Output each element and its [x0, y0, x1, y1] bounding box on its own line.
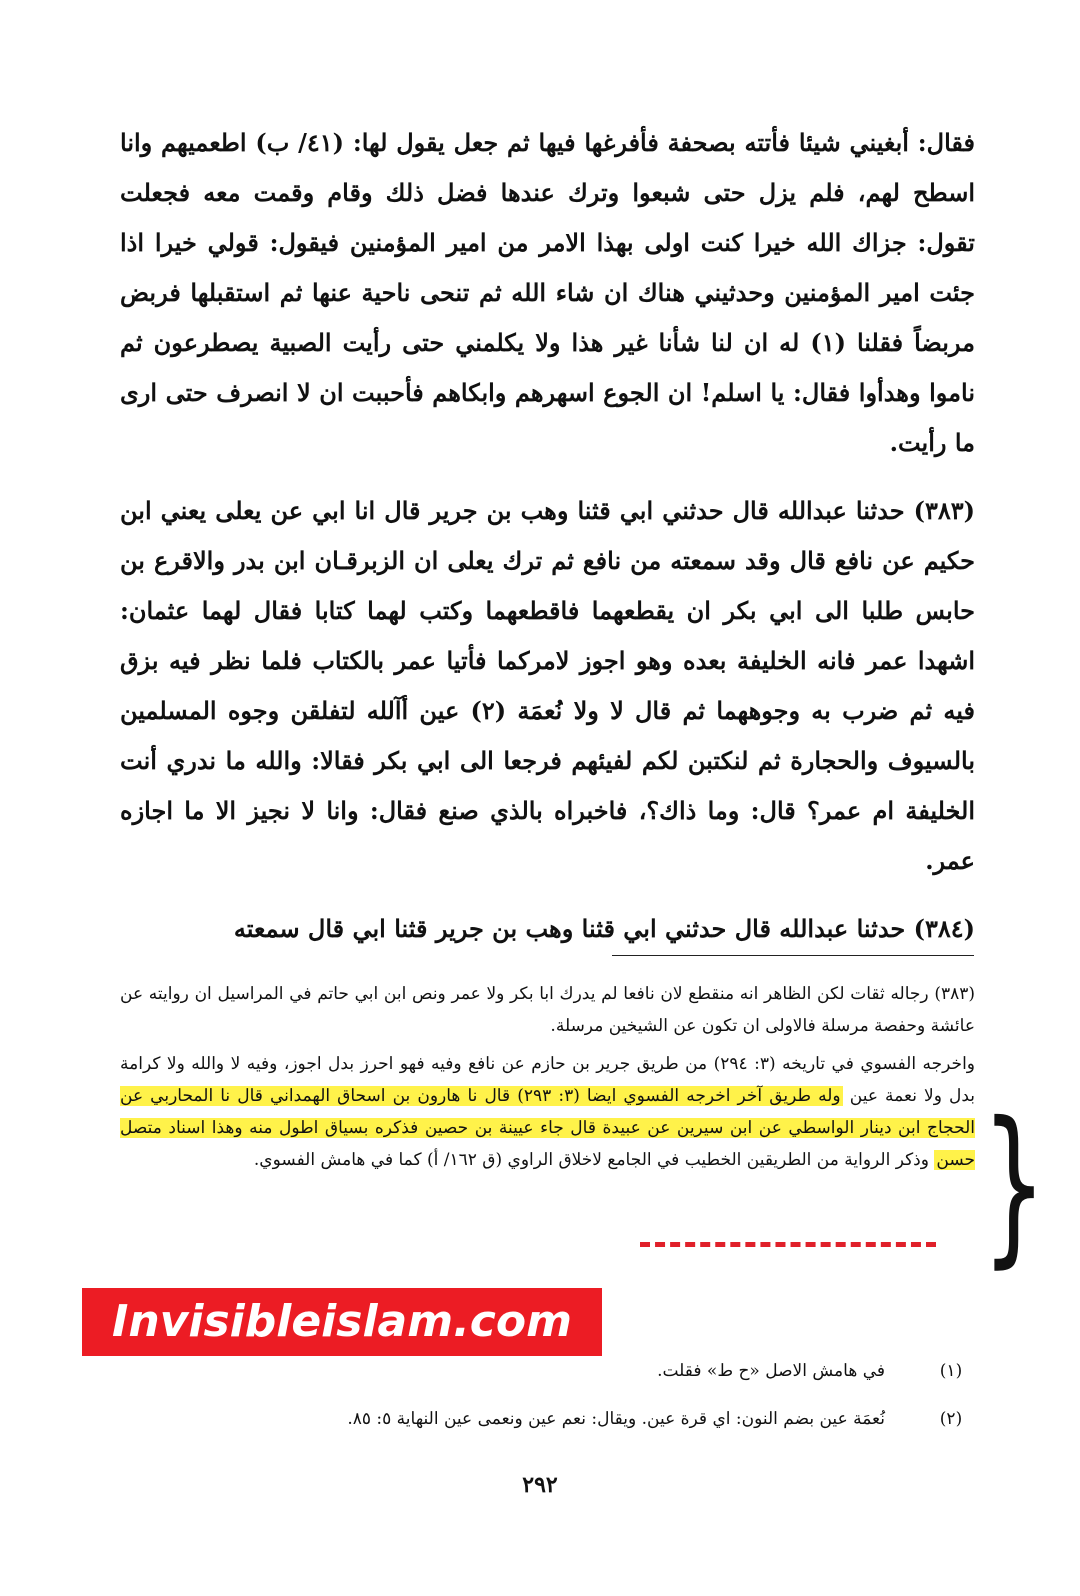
footnote-text: في هامش الاصل «ح ط» فقلت.	[657, 1361, 885, 1381]
footnote-number: (١)	[939, 1361, 963, 1381]
watermark-banner: Invisibleislam.com	[82, 1288, 602, 1356]
note-383-line1: (٣٨٣) رجاله ثقات لكن الظاهر انه منقطع لان نافعا لم يدرك ابا بكر ولا عمر ونص ابن ابي حاتم في المراسيل ان روايته عن عائشة وحفصة مرسلة فالاولى ان تكون عن الشيخين مرسلة.	[120, 984, 975, 1036]
main-text	[120, 118, 975, 954]
note-383-text-a: واخرجه الفسوي في تاريخه (٣: ٢٩٤) من طريق جرير بن حازم عن نافع وفيه فهو احرز بدل اجوز، وفيه لا والله ولا كرامة بدل ولا نعمة عين	[120, 1054, 976, 1106]
paragraph-1: فقال: أبغيني شيئا فأتته بصحفة فأفرغها فيها ثم جعل يقول لها: (٤١/ ب) اطعميهم وانا اسطح لهم، فلم يزل حتى شبعوا وترك عندها فضل ذلك وقام وقمت معه فجعلت تقول: جزاك الله خيرا كنت اولى بهذا الامر من امير المؤمنين فيقول: قولي خيرا اذا جئت امير المؤمنين وحدثيني هناك ان شاء الله ثم تنحى ناحية عنها ثم استقبلها فربض مربضاً فقلنا (١) له ان لنا شأنا غير هذا ولا يكلمني حتى رأيت الصبية يصطرعون ثم ناموا وهدأوا فقال: يا اسلم! ان الجوع اسهرهم وابكاهم فأحببت ان لا انصرف حتى ارى ما رأيت.	[120, 128, 975, 457]
note-383-line2	[120, 1048, 975, 1176]
page-number: ٢٩٢	[522, 1472, 558, 1498]
note-383-text-b: وذكر الرواية من الطريقين الخطيب في الجامع لاخلاق الراوي (ق ١٦٢/ أ) كما في هامش الفسوي.	[253, 1150, 929, 1170]
red-dashed-underline	[640, 1242, 936, 1247]
paragraph-384: (٣٨٤) حدثنا عبدالله قال حدثني ابي قثنا وهب بن جرير قثنا ابي قال سمعته	[233, 914, 975, 943]
footnote-number: (٢)	[939, 1409, 963, 1429]
paragraph-383: (٣٨٣) حدثنا عبدالله قال حدثني ابي قثنا وهب بن جرير قال انا ابي عن يعلى يعني ابن حكيم عن نافع قال وقد سمعته من نافع ثم ترك يعلى ان الزبرقـان ابن بدر والاقرع بن حابس طلبا الى ابي بكر ان يقطعهما فاقطعهما وكتب لهما كتابا فقال لهما عثمان: اشهدا عمر فانه الخليفة بعده وهو اجوز لامركما فأتيا عمر بالكتاب فلما نظر فيه بزق فيه ثم ضرب به وجوههما ثم قال لا ولا نُعمَة (٢) عين أآلله لتفلقن وجوه المسلمين بالسيوف والحجارة ثم لنكتبن لكم لفيئهم فرجعا الى ابي بكر فقالا: والله ما ندري أنت الخليفة ام عمر؟ قال: وما ذاك؟، فاخبراه بالذي صنع فقال: وانا لا نجيز الا ما اجازه عمر.	[120, 496, 975, 875]
highlighted-text: وله طريق آخر اخرجه الفسوي ايضا (٣: ٢٩٣) قال نا هارون بن اسحاق الهمداني قال نا المحاربي عن الحجاج ابن دينار الواسطي عن ابن سيرين عن عبيدة قال جاء عيينة بن حصين فذكره بسياق اطول منه وهذا اسناد متصل حسن	[120, 1086, 975, 1170]
footnote-divider	[612, 955, 974, 956]
curly-brace-mark: }	[981, 1086, 1047, 1284]
notes-block	[120, 978, 975, 1176]
footnote-text: نُعمَة عين بضم النون: اي قرة عين. ويقال: نعم عين ونعمى عين النهاية ٥: ٨٥.	[347, 1409, 885, 1429]
